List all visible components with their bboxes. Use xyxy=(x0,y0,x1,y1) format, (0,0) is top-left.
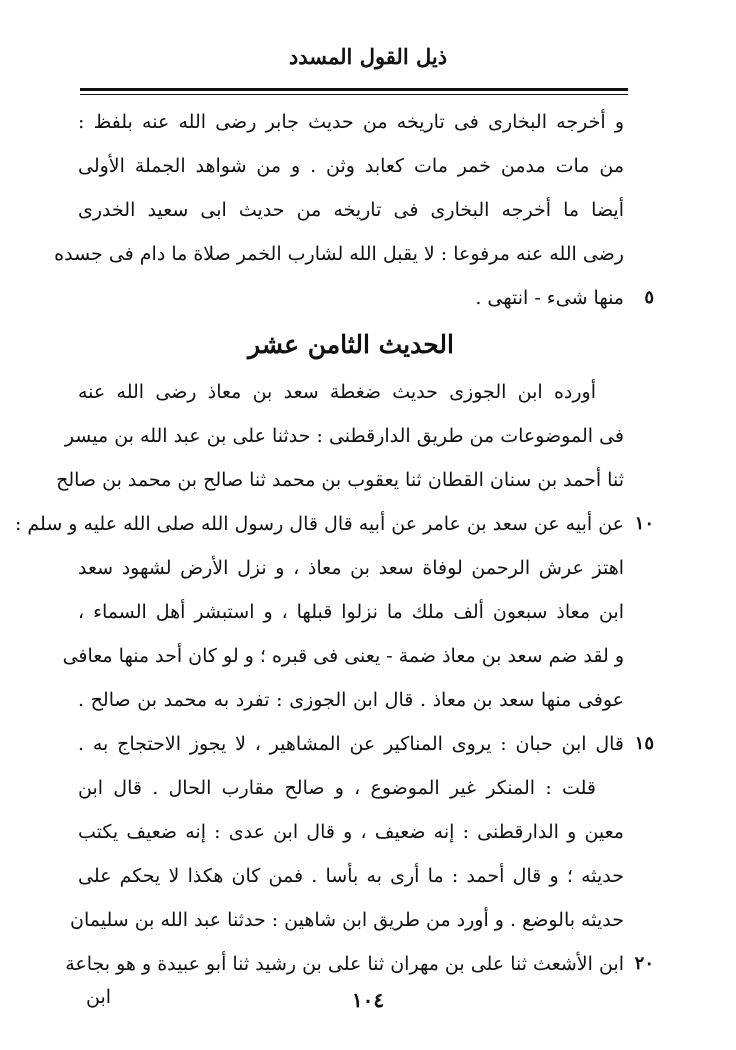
text-line: حديثه ؛ و قال أحمد : ما أرى به بأسا . فمن كان هكذا لا يحكم على xyxy=(78,865,624,887)
text-line: ثنا أحمد بن سنان القطان ثنا يعقوب بن محمد ثنا صالح بن محمد بن صالح xyxy=(56,469,624,491)
text-line: من مات مدمن خمر مات كعابد وثن . و من شواهد الجملة الأولى xyxy=(78,155,624,177)
text-line: أورده ابن الجوزى حديث ضغطة سعد بن معاذ رضى الله عنه xyxy=(78,381,596,403)
page-number: ١٠٤ xyxy=(351,988,385,1012)
header-rule-thick xyxy=(80,88,628,91)
section-heading: الحديث الثامن عشر xyxy=(248,330,454,359)
text-line: و أخرجه البخارى فى تاريخه من حديث جابر رضى الله عنه بلفظ : xyxy=(78,111,624,133)
text-line: اهتز عرش الرحمن لوفاة سعد بن معاذ ، و نزل الأرض لشهود سعد xyxy=(78,557,624,579)
text-line: قلت : المنكر غير الموضوع ، و صالح مقارب الحال . قال ابن xyxy=(78,777,596,799)
text-line: ١٥ قال ابن حبان : يروى المناكير عن المشاهير ، لا يجوز الاحتجاج به . xyxy=(78,722,624,766)
catchword: ابن xyxy=(86,986,112,1008)
text-line: أيضا ما أخرجه البخارى فى تاريخه من حديث ابى سعيد الخدرى xyxy=(78,199,624,221)
text-line: ابن معاذ سبعون ألف ملك ما نزلوا قبلها ، و استبشر أهل السماء ، xyxy=(78,601,624,623)
text-line: معين و الدارقطنى : إنه ضعيف ، و قال ابن عدى : إنه ضعيف يكتب xyxy=(78,821,624,843)
text-line: حديثه بالوضع . و أورد من طريق ابن شاهين : حدثنا عبد الله بن سليمان xyxy=(70,909,624,931)
line-number: ١٠ xyxy=(634,513,654,534)
text-line: ٥ منها شىء - انتهى . xyxy=(78,276,624,320)
running-title: ذيل القول المسدد xyxy=(288,44,448,69)
line-number: ١٥ xyxy=(634,733,654,754)
text-line: عوفى منها سعد بن معاذ . قال ابن الجوزى : تفرد به محمد بن صالح . xyxy=(78,689,624,711)
body-text xyxy=(14,100,654,986)
text-line: و لقد ضم سعد بن معاذ ضمة - يعنى فى قبره ؛ و لو كان أحد منها معافى xyxy=(62,645,624,667)
line-number: ٢٠ xyxy=(634,953,654,974)
text-line: رضى الله عنه مرفوعا : لا يقبل الله لشارب الخمر صلاة ما دام فى جسده xyxy=(54,243,624,265)
text-line: فى الموضوعات من طريق الدارقطنى : حدثنا على بن عبد الله بن ميسر xyxy=(64,425,624,447)
line-number: ٥ xyxy=(644,287,654,308)
text-line: ١٠ عن أبيه عن سعد بن عامر عن أبيه قال قال رسول الله صلى الله عليه و سلم : xyxy=(78,502,624,546)
text-line: ٢٠ ابن الأشعث ثنا على بن مهران ثنا على بن رشيد ثنا أبو عبيدة و هو بجاعة xyxy=(78,942,624,986)
header-rule-thin xyxy=(80,94,628,95)
